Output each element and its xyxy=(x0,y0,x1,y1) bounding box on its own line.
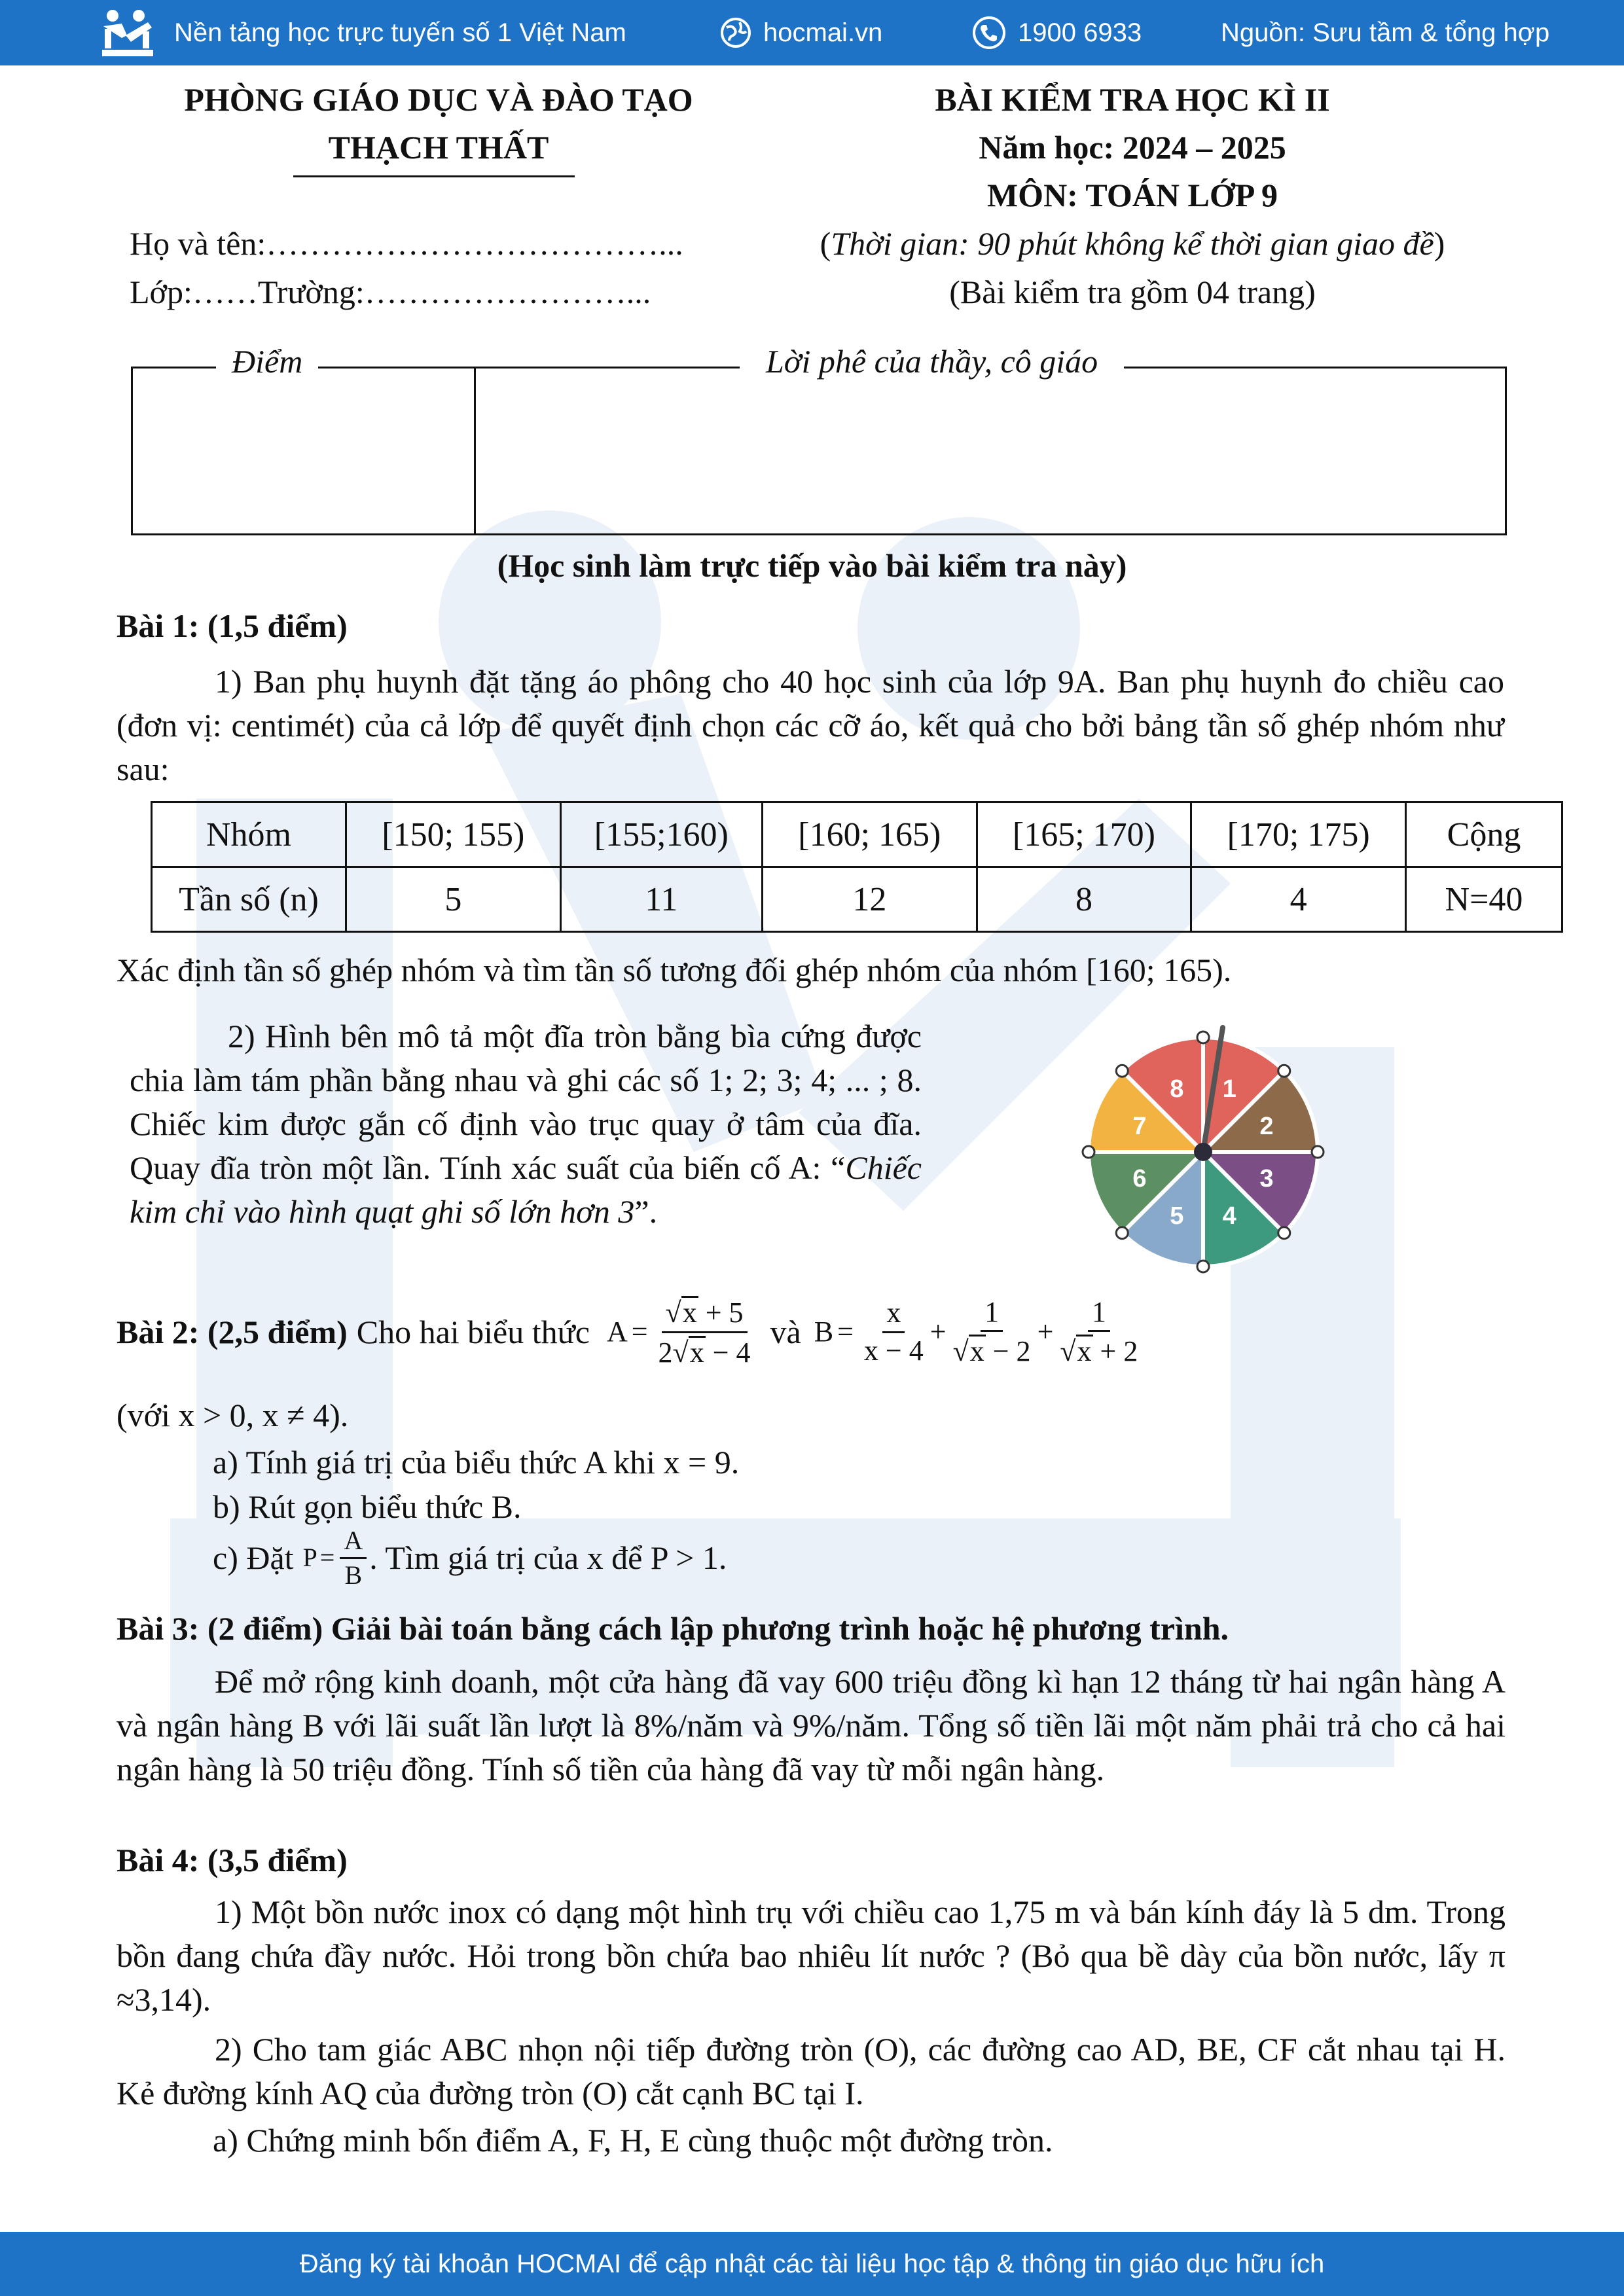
wheel-label: 7 xyxy=(1132,1112,1147,1140)
banner-source: Nguồn: Sưu tầm & tổng hợp xyxy=(1221,18,1550,47)
instruction: (Học sinh làm trực tiếp vào bài kiểm tra này) xyxy=(497,547,1127,584)
teacher-comment-label: Lời phê của thầy, cô giáo xyxy=(740,342,1124,381)
pages-note: (Bài kiểm tra gồm 04 trang) xyxy=(949,274,1316,310)
bai4-part2: 2) Cho tam giác ABC nhọn nội tiếp đường tròn (O), các đường cao AD, BE, CF cắt nhau tại H. Kẻ đường kính AQ của đường tròn (O) cắt cạnh BC tại I. xyxy=(117,2031,1506,2111)
school-year: Năm học: 2024 – 2025 xyxy=(979,129,1286,166)
score-label: Điểm xyxy=(216,342,318,381)
table-cell: Tần số (n) xyxy=(152,867,346,932)
bai4-part2a: a) Chứng minh bốn điểm A, F, H, E cùng thuộc một đường tròn. xyxy=(213,2122,1053,2159)
footer-text: Đăng ký tài khoản HOCMAI để cập nhật các tài liệu học tập & thông tin giáo dục hữu ích xyxy=(299,2249,1325,2278)
spinner-wheel xyxy=(1072,1021,1334,1283)
wheel-label: 5 xyxy=(1170,1202,1184,1230)
wheel-label: 1 xyxy=(1222,1075,1236,1103)
frequency-table xyxy=(151,801,1563,933)
class-school-field[interactable]: Lớp:……Trường:……………………... xyxy=(130,274,651,310)
table-cell: [150; 155) xyxy=(346,802,561,867)
table-cell: [170; 175) xyxy=(1191,802,1406,867)
wheel-label: 8 xyxy=(1170,1075,1184,1103)
bai1-title: Bài 1: (1,5 điểm) xyxy=(117,607,348,644)
bai3-title: Bài 3: (2 điểm) Giải bài toán bằng cách lập phương trình hoặc hệ phương trình. xyxy=(117,1610,1229,1647)
wheel-label: 2 xyxy=(1259,1112,1274,1140)
wheel-peg xyxy=(1278,1227,1290,1239)
grade-box xyxy=(131,367,1507,535)
table-row xyxy=(152,802,1562,867)
table-cell: [165; 170) xyxy=(977,802,1191,867)
student-name-field[interactable]: Họ và tên:………………………………... xyxy=(130,225,683,262)
table-cell: [160; 165) xyxy=(763,802,977,867)
dept-name: PHÒNG GIÁO DỤC VÀ ĐÀO TẠO xyxy=(184,81,693,118)
district-name: THẠCH THẤT xyxy=(328,129,549,166)
wheel-peg xyxy=(1116,1227,1128,1239)
table-cell: 5 xyxy=(346,867,561,932)
time-note: (Thời gian: 90 phút không kể thời gian giao đề) xyxy=(820,225,1445,262)
bai2-c: c) Đặt P = $\frac{A}{B}$ . Tìm giá trị của x để P > 1. xyxy=(213,1525,727,1590)
expression-B: B = $\frac{x}{x - 4}$ + $\frac{1}{√x - 2}$ + $\frac{1}{√x + 2}$ xyxy=(814,1295,1138,1367)
subject-title: MÔN: TOÁN LỚP 9 xyxy=(986,177,1278,213)
table-cell: Cộng xyxy=(1406,802,1562,867)
banner-website[interactable]: hocmai.vn xyxy=(720,0,882,65)
table-row xyxy=(152,867,1562,932)
wheel-peg xyxy=(1312,1146,1324,1158)
wheel-peg xyxy=(1278,1065,1290,1077)
wheel-label: 6 xyxy=(1132,1165,1147,1193)
bai2-intro: Cho hai biểu thức xyxy=(356,1314,590,1350)
bai2-b: b) Rút gọn biểu thức B. xyxy=(213,1488,522,1525)
table-cell: 11 xyxy=(560,867,762,932)
wheel-label: 4 xyxy=(1222,1202,1236,1230)
bai3-body: Để mở rộng kinh doanh, một cửa hàng đã vay 600 triệu đồng kì hạn 12 tháng từ hai ngân hàng A và ngân hàng B với lãi suất lần lượt là 8%/năm và 9%/năm. Tổng số tiền lãi một năm phải trả cho cả hai ngân hàng là 50 triệu đồng. Tính số tiền của hàng đã vay từ mỗi ngân hàng. xyxy=(117,1663,1506,1787)
wheel-peg xyxy=(1197,1261,1209,1272)
wheel-peg xyxy=(1083,1146,1094,1158)
expression-A: A = $\frac{√x + 5}{2√x - 4}$ xyxy=(606,1297,751,1369)
and-word: và xyxy=(770,1314,801,1350)
table-cell: 12 xyxy=(763,867,977,932)
exam-title: BÀI KIỂM TRA HỌC KÌ II xyxy=(935,81,1330,118)
bai4-title: Bài 4: (3,5 điểm) xyxy=(117,1842,348,1878)
table-cell: [155;160) xyxy=(560,802,762,867)
bai2-a: a) Tính giá trị của biểu thức A khi x = 9. xyxy=(213,1444,740,1480)
bai1-part2: 2) Hình bên mô tả một đĩa tròn bằng bìa cứng được chia làm tám phần bằng nhau và ghi các số 1; 2; 3; 4; ... ; 8. Chiếc kim được gắn cố định vào trục quay ở tâm của đĩa. Quay đĩa tròn một lần. Tính xác suất của biến cố A: “Chiếc kim chỉ vào hình quạt ghi số lớn hơn 3”. xyxy=(130,1018,922,1230)
wheel-peg xyxy=(1116,1065,1128,1077)
wheel-label: 3 xyxy=(1259,1165,1274,1193)
banner-tagline: Nền tảng học trực tuyến số 1 Việt Nam xyxy=(174,18,626,47)
grade-box-divider xyxy=(474,367,476,535)
table-cell: N=40 xyxy=(1406,867,1562,932)
table-cell: 8 xyxy=(977,867,1191,932)
table-cell: Nhóm xyxy=(152,802,346,867)
bai2-title: Bài 2: (2,5 điểm) xyxy=(117,1314,348,1350)
wheel-hub xyxy=(1194,1143,1212,1161)
banner-phone[interactable]: 1900 6933 xyxy=(972,0,1142,65)
bai1-part1: 1) Ban phụ huynh đặt tặng áo phông cho 40 học sinh của lớp 9A. Ban phụ huynh đo chiều cao (đơn vị: centimét) của cả lớp để quyết định chọn các cỡ áo, kết quả cho bởi bảng tần số ghép nhóm như sau: xyxy=(117,663,1504,787)
bai1-part1-question: Xác định tần số ghép nhóm và tìm tần số tương đối ghép nhóm của nhóm [160; 165). xyxy=(117,952,1232,988)
wheel-peg xyxy=(1197,1031,1209,1043)
table-cell: 4 xyxy=(1191,867,1406,932)
bai4-part1: 1) Một bồn nước inox có dạng một hình trụ với chiều cao 1,75 m và bán kính đáy là 5 dm. Trong bồn đang chứa đầy nước. Hỏi trong bồn chứa bao nhiêu lít nước ? (Bỏ qua bề dày của bồn nước, lấy π ≈3,14). xyxy=(117,1893,1506,2018)
header-underline xyxy=(293,175,575,177)
bai2-line xyxy=(117,1293,1144,1371)
bai2-condition: (với x > 0, x ≠ 4). xyxy=(117,1397,349,1433)
